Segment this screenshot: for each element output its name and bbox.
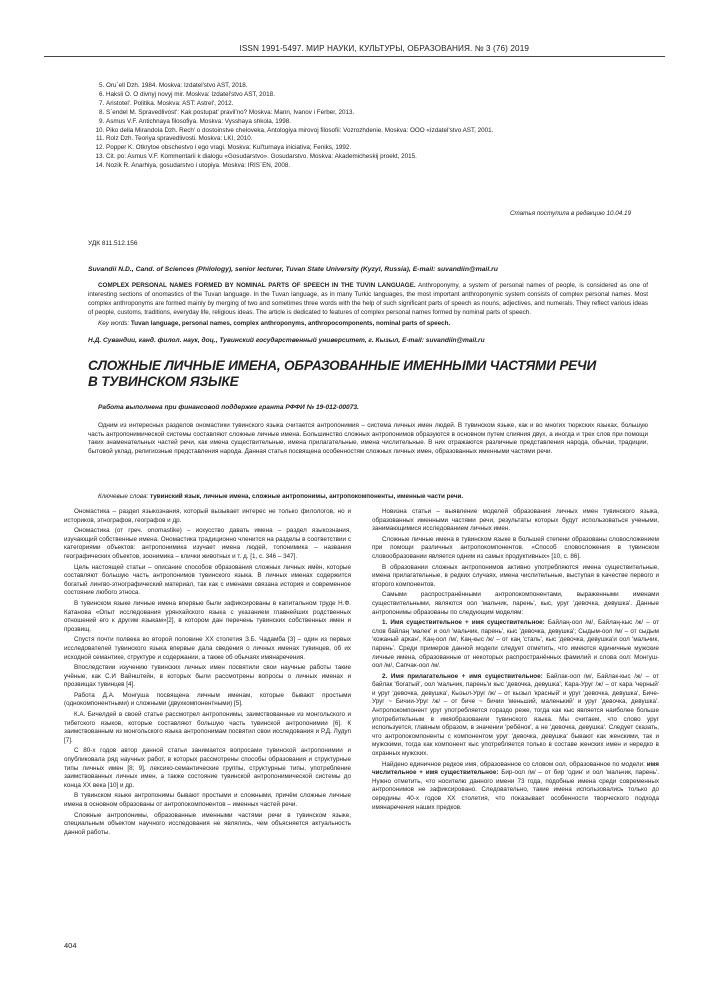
model-3-title: имя числительное + имя существительное: — [372, 760, 659, 777]
author-ru — [88, 337, 648, 344]
body-paragraph: Цель настоящей статьи – описание способов образования сложных личных имён, которые составляют большую часть антропонимов тувинского языка. В личных именах содержится богатый лингво-этнографический материал, так как с именами связана история и современное состояние любого этноса. — [64, 563, 351, 597]
model-3-paragraph — [372, 761, 659, 813]
header-rule — [44, 56, 665, 57]
author-en — [88, 266, 648, 273]
reference-item: 10. Piko della Mirandola Dzh. Rech' o dostoinstve cheloveka. Antologiya mirovoj filosofii: Vozrozhdenie. Moskva: OOO «Izdatel'stvo AST, 2001. — [106, 127, 654, 136]
body-paragraph: Новизна статьи – выявление моделей образования личных имен тувинского языка, образованных именными частями речи, результаты которых будут использоваться учеными, занимающимися исследованием личных имен. — [372, 508, 659, 533]
abstract-en — [88, 282, 648, 318]
body-paragraph: Впоследствии изучению тувинских личных имен посвятили свои научные работы такие учёные, как С.И Вайнштейн, в которых были рассмотрены вопросы о личных именах и прозвищах тувинцев [4]. — [64, 664, 351, 689]
right-column — [372, 508, 659, 814]
article-title: СЛОЖНЫЕ ЛИЧНЫЕ ИМЕНА, ОБРАЗОВАННЫЕ ИМЕННЫМИ ЧАСТЯМИ РЕЧИ В ТУВИНСКОМ ЯЗЫКЕ — [88, 358, 597, 389]
keywords-en — [98, 320, 450, 327]
body-paragraph: К.А. Бичелдей в своей статье рассмотрел антропонимы, заимствованные из монгольского и тибетского языков, которые составляют большую часть тувинской антропонимии [6]. К заимствованным из монгольского языка антропонимам посвятил свои исследования и Р.Д. Лудуп [7]. — [64, 711, 351, 744]
keywords-en-label: Key words: — [98, 320, 130, 327]
body-paragraph: С 80-х годов автор данной статьи занимается вопросами тувинской антропонимии и опубликовала ряд научных работ, в которых рассмотрены способы образования и структурные типы личных имен [8; 9], лексико-семантические группы, структурные типы, употребление заимствованных личных имен, а также состояние тувинской антропонимической системы до конца XX века [10] и др. — [64, 747, 351, 789]
received-date: Статья поступила в редакцию 10.04.19 — [509, 210, 631, 217]
reference-item: 13. Cit. po: Asmus V.F. Kommentarii k dialogu «Gosudarstvo». Gosudarstvo. Moskva: Akademicheskij proekt, 2015. — [106, 153, 654, 162]
body-paragraph: В тувинском языке личные имена впервые были зафиксированы в капитальном труде Н.Ф. Катанова «Опыт исследования урянхайского языка с указанием главнейших родственных отношений его к другим языкам»[2], в котором дан перечень тувинских собственных имен и прозвищ. — [64, 599, 351, 633]
keywords-en-text: Tuvan language, personal names, complex anthroponyms, anthropocomponents, nominal parts of speech. — [129, 320, 451, 327]
reference-item: 5. Oru`ell Dzh. 1984. Moskva: Izdatel'stvo AST, 2018. — [106, 82, 654, 91]
body-paragraph: Работа Д.А. Монгуша посвящена личным именам, которые бывают простыми (однокомпонентными) и сложными (двухкомпонентными) [5]. — [64, 691, 351, 708]
abstract-en-title: COMPLEX PERSONAL NAMES FORMED BY NOMINAL PARTS OF SPEECH IN THE TUVIN LANGUAGE. — [98, 282, 416, 289]
body-paragraph: Ономастика (от греч. onomastike) – искусство давать имена – раздел языкознания, изучающий собственные имена. Ономастика традиционно членится на разделы в соответствии с категориями объектов: антропонимика изучает имена людей, топонимика – названия географических объектов, зоонимика – клички животных и т. д. [1, с. 346 – 347]. — [64, 527, 351, 560]
reference-item: 11. Rolz Dzh. Teoriya spravedlivosti. Moskva: LKI, 2010. — [106, 135, 654, 144]
body-paragraph: Сложные личные имена в тувинском языке в большей степени образованы словосложением при помощи различных антропокомпонентов. «Способ словосложения в тувинском словообразовании является одним из самых продуктивных» [10, с. 86]. — [372, 535, 659, 560]
body-paragraph: Сложные антропонимы, образованные именными частями речи в тувинском языке, специальным объектом научного исследования не являлись, чем объясняется актуальность данной работы. — [64, 811, 351, 836]
running-header — [0, 44, 709, 55]
body-paragraph: В тувинском языке антропонимы бывают простыми и сложными, причём сложные личные имена в основном образованы от антропокомпонентов – именных частей речи. — [64, 792, 351, 808]
model-3-intro: Найдено единичное редкое имя, образованное со словом оол, образованное по модели: — [382, 760, 647, 768]
keywords-ru-label: Ключевые слова: — [98, 493, 149, 500]
reference-list — [88, 82, 654, 171]
author-ru-text: Н.Д. Сувандии, канд. филол. наук, доц., Тувинский государственный университет, г. Кызыл, E-mail: suvandiin@mail.ru — [88, 337, 485, 344]
right-column-paragraphs — [372, 508, 659, 617]
reference-item: 14. Nozik R. Anarhiya, gosudarstvo i utopiya. Moskva: IRIS`EN, 2008. — [106, 162, 654, 171]
left-column — [64, 508, 351, 839]
model-1-paragraph — [372, 619, 659, 671]
udk-code: УДК 811.512.156 — [88, 240, 138, 247]
grant-note: Работа выполнена при финансовой поддержке гранта РФФИ № 19-012-00073. — [98, 404, 359, 411]
reference-item: 12. Popper K. Otkrytoe obschestvo i ego vragi. Moskva: Kul'turnaya iniciativa; Feniks, 1992. — [106, 144, 654, 153]
keywords-ru — [98, 493, 463, 500]
body-paragraph: Ономастика – раздел языкознания, который вызывает интерес не только филологов, но и историков, этнографов, географов и др. — [64, 508, 351, 524]
reference-item: 8. S`endel M. Spravedlivost': Kak postupat' pravil'no? Moskva: Mann, Ivanov i Ferber, 2013. — [106, 109, 654, 118]
abstract-en-text: Anthroponymy, a system of personal names of people, is considered as one of interesting sections of onomastics of the Tuvan language. In the Tuvan language, as in many Turkic languages, the most important anthroponymic system consists of complex personal names. Most complex anthroponyms are formed mainly by merging of two and sometimes three words with the help of such significant parts of speech as nouns, adjectives, and numerals. They reflect various ideas of people, customs, traditions, everyday life, religious ideas. The article is dedicated to features of complex personal names formed by nominal parts of speech. — [88, 282, 648, 316]
model-3-text: Бир-оол /м/ – от бир 'один' и оол 'мальчик, парень'. Нужно отметить, что носителю данного имени 73 года, подобные имена среди современных антропонимов не зафиксировано. Следовательно, такие имена использовались только до середины 40-х годов XX столетия, что показывает особенности творческого подхода имянаречения наших предков. — [372, 769, 659, 811]
model-1-text: Байлаң-оол /м/, Байлаң-кыс /ж/ – от слов байлаң 'малек' и оол 'мальчик, парень', кыс 'девочка, девушка'; Сыдым-оол /м/ – от сыдым 'кожаный аркан', Каң-оол /м/, Каң-кыс /ж/ – от каң 'сталь', кыс 'девочка, девушка'и оол 'мальчик, парень'. Среди примеров данной модели следует отметить, что имеются единичные мужские личные имена, образованные от некоторых распространённых фамилий и слова оол: Монгуш-оол /м/, Сапчак-оол /м/. — [372, 619, 659, 670]
reference-items — [88, 82, 654, 171]
journal-running-title: ISSN 1991-5497. МИР НАУКИ, КУЛЬТУРЫ, ОБРАЗОВАНИЯ. № 3 (76) 2019 — [239, 44, 529, 53]
model-2-text: Байлак-оол /м/, Байлак-кыс /ж/ – от байлак 'богатый', оол 'мальчик, парень'и кыс 'девочка, девушка', Кара-Уруг /ж/ – от кара 'черный' и уруг 'девочка, девушка', Кызыл-Уруг /ж/ – от кызыл 'красный' и уруг 'девочка, девушка', Биче-Уруг ~ Бичии-Уруг /ж/ – от биче ~ бичии 'меньший, маленький' и уруг 'девочка, девушка'. Антропокомпонент уруг употребляется гораздо реже, тогда как кыс является наиболее больше употребительным в имяобразовании тувинского языка. Мы считаем, что слово уруг используется, главным образом, в значении 'ребёнок', а не 'девочка, девушка'. Следует сказать, что антропокомпоненты с компонентом уруг 'девочка, девушка' бывают как женскими, так и мужскими, тогда как компонент кыс употребляется только в составе женских имен и нередко в охранных мужских. — [372, 672, 659, 758]
body-paragraph: Спустя почти полвека во второй половине XX столетия З.Б. Чадамба [3] – один из первых исследователей тувинского языка впервые дала сведения о личных именах тувинцев, об их исходной семантике, структуре и содержании, а также об обычаях имянаречения. — [64, 636, 351, 661]
reference-item: 9. Asmus V.F. Antichnaya filosofiya. Moskva: Vysshaya shkola, 1998. — [106, 118, 654, 127]
reference-item: 6. Haksli O. O divnyj novyj mir. Moskva: Izdatel'stvo AST, 2018. — [106, 91, 654, 100]
abstract-ru: Одним из интересных разделов ономастики тувинского языка считается антропонимия – система личных имен людей. В тувинском языке, как и во многих тюркских языках, большую часть антропонимической системы составляют сложные личные имена. Большинство сложных антропонимов образуются в основном путем слияния двух, а иногда и трех слов при помощи таких знаменательных частей речи, как имена существительные, имена прилагательные, имена числительные. В них отражаются различные представления народа, обычаи, традиции, бытовой уклад, религиозные представления народа. Данная статья посвящена особенностям сложных личных имен, образованных именными частями речи. — [88, 422, 648, 456]
keywords-ru-text: тувинский язык, личные имена, сложные антропонимы, антропокомпоненты, именные части речи. — [148, 493, 464, 500]
author-en-text: Suvandii N.D., Cand. of Sciences (Philology), senior lecturer, Tuvan State University (Kyzyl, Russia), E-mail: suvandiin@mail.ru — [88, 266, 498, 273]
page-number: 404 — [64, 941, 77, 950]
reference-item: 7. Aristotel'. Politika. Moskva: AST: Astrel', 2012. — [106, 100, 654, 109]
model-2-title: 2. Имя прилагательное + имя существительное: — [382, 672, 543, 680]
model-1-title: 1. Имя существительное + имя существительное: — [382, 619, 545, 627]
body-paragraph: В образовании сложных антропонимов активно употребляются имена существительные, имена прилагательные, в редких случаях, имена числительные, выступая в качестве первого и второго компонентов. — [372, 563, 659, 588]
body-paragraph: Самыми распространёнными антропокомпонентами, выраженными именами существительными, являются оол 'мальчик, парень', кыс, уруг 'девочка, девушка'. Данные антропонимы образованы по следующим моделям: — [372, 591, 659, 616]
model-2-paragraph — [372, 673, 659, 759]
